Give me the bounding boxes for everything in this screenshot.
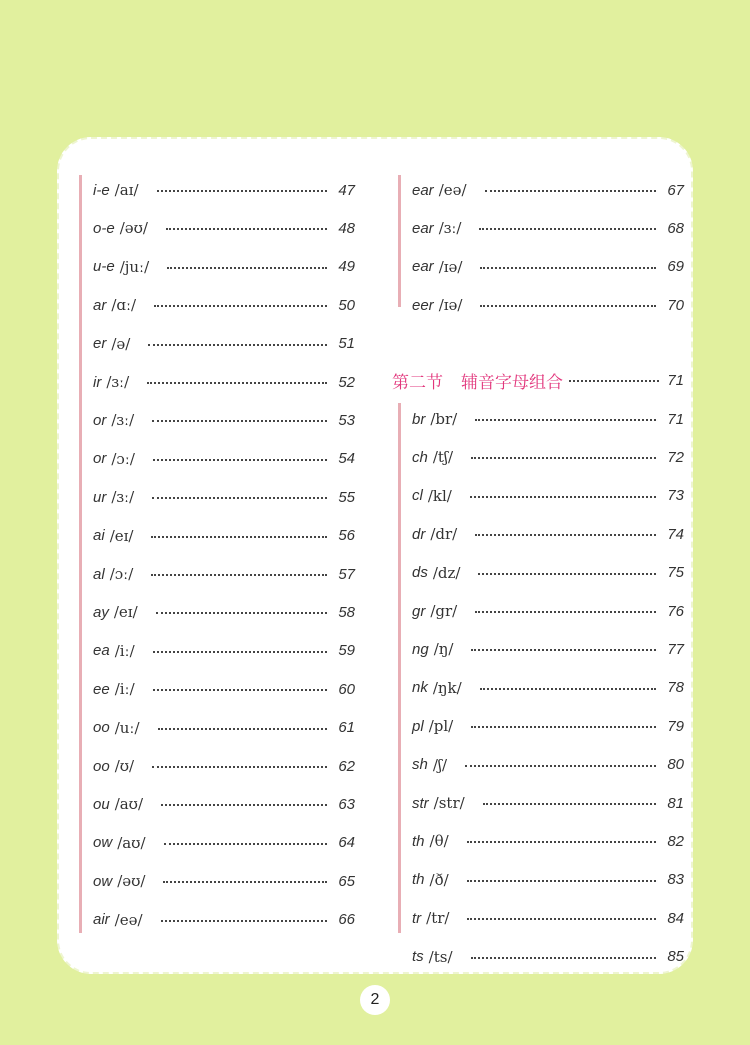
entry-page: 70 — [667, 296, 684, 314]
entry-phonetic: /dz/ — [432, 563, 461, 582]
entry-page: 74 — [667, 525, 684, 543]
toc-entry[interactable] — [412, 444, 684, 470]
toc-entry[interactable] — [93, 254, 355, 280]
leader-dots — [153, 651, 327, 653]
entry-letters: ur — [93, 488, 107, 506]
entry-phonetic: /str/ — [433, 794, 465, 812]
entry-page: 65 — [338, 872, 355, 890]
leader-dots — [153, 459, 327, 461]
entry-letters: u-e — [93, 258, 115, 276]
entry-letters: sh — [412, 756, 428, 774]
entry-letters: ng — [412, 640, 429, 658]
entry-phonetic: /eɪ/ — [113, 603, 138, 622]
leader-dots — [475, 611, 656, 613]
toc-entry[interactable] — [412, 790, 684, 816]
entry-phonetic: /juː/ — [119, 257, 150, 276]
leader-dots — [471, 649, 656, 651]
leader-dots — [152, 420, 327, 422]
entry-page: 60 — [338, 680, 355, 698]
entry-phonetic: /kl/ — [427, 486, 452, 505]
toc-entry[interactable] — [93, 907, 355, 933]
entry-page: 59 — [338, 642, 355, 660]
leader-dots — [151, 536, 327, 538]
entry-page: 67 — [667, 181, 684, 199]
toc-entry[interactable] — [93, 369, 355, 395]
entry-phonetic: /ts/ — [428, 947, 453, 966]
leader-dots — [471, 957, 656, 959]
toc-entry[interactable] — [412, 713, 684, 739]
entry-page: 56 — [338, 527, 355, 545]
entry-page: 50 — [338, 296, 355, 314]
entry-page: 72 — [667, 448, 684, 466]
leader-dots — [161, 920, 327, 922]
entry-page: 83 — [667, 871, 684, 889]
toc-entry[interactable] — [412, 521, 684, 547]
toc-entry[interactable] — [412, 867, 684, 893]
leader-dots — [158, 728, 327, 730]
leader-dots — [148, 344, 327, 346]
entry-page: 48 — [338, 219, 355, 237]
entry-letters: tr — [412, 909, 422, 927]
entry-page: 47 — [338, 181, 355, 199]
leader-dots — [154, 305, 327, 307]
entry-letters: pl — [412, 717, 424, 735]
entry-letters: ts — [412, 948, 424, 966]
entry-letters: air — [93, 911, 110, 929]
entry-letters: ar — [93, 296, 107, 314]
leader-dots — [485, 190, 656, 192]
leader-dots — [161, 804, 327, 806]
entry-letters: gr — [412, 602, 426, 620]
leader-dots — [470, 496, 656, 498]
contents-card — [57, 137, 693, 974]
section-title: 辅音字母组合 — [461, 372, 563, 393]
entry-phonetic: /ɑː/ — [111, 296, 137, 315]
entry-phonetic: /ɔː/ — [109, 565, 134, 583]
toc-entry[interactable] — [412, 406, 684, 432]
entry-page: 79 — [667, 717, 684, 735]
entry-phonetic: /dr/ — [430, 525, 458, 544]
leader-dots — [465, 765, 656, 767]
entry-letters: ai — [93, 527, 105, 545]
toc-entry[interactable] — [93, 715, 355, 741]
entry-letters: ch — [412, 448, 428, 466]
entry-page: 54 — [338, 450, 355, 468]
toc-entry[interactable] — [93, 599, 355, 625]
toc-entry[interactable] — [412, 254, 684, 280]
toc-entry[interactable] — [93, 868, 355, 894]
entry-phonetic: /ɜː/ — [438, 219, 462, 238]
right-column-rule-bottom — [398, 403, 401, 933]
entry-page: 55 — [338, 488, 355, 506]
entry-page: 85 — [667, 948, 684, 966]
entry-page: 82 — [667, 832, 684, 850]
entry-letters: th — [412, 871, 425, 889]
entry-letters: th — [412, 832, 425, 850]
entry-phonetic: /uː/ — [114, 718, 140, 737]
entry-letters: or — [93, 450, 107, 468]
leader-dots — [475, 534, 656, 536]
page-number: 2 — [360, 985, 390, 1015]
entry-phonetic: /br/ — [430, 410, 458, 428]
section-page: 71 — [667, 371, 684, 389]
leader-dots — [152, 766, 327, 768]
entry-phonetic: /ŋ/ — [433, 640, 454, 659]
entry-page: 81 — [667, 794, 684, 812]
entry-phonetic: /eə/ — [438, 181, 467, 199]
entry-page: 69 — [667, 258, 684, 276]
right-column-rule-top — [398, 175, 401, 307]
entry-phonetic: /ʃ/ — [432, 755, 448, 774]
entry-phonetic: /əʊ/ — [117, 872, 146, 891]
entry-page: 57 — [338, 565, 355, 583]
entry-phonetic: /iː/ — [114, 680, 135, 699]
left-column-rule — [79, 175, 82, 933]
entry-letters: al — [93, 565, 105, 583]
entry-page: 73 — [667, 487, 684, 505]
entry-page: 84 — [667, 909, 684, 927]
leader-dots — [478, 573, 656, 575]
entry-letters: ds — [412, 564, 428, 582]
entry-page: 68 — [667, 219, 684, 237]
leader-dots — [467, 918, 656, 920]
entry-letters: i-e — [93, 181, 110, 199]
entry-page: 58 — [338, 603, 355, 621]
entry-letters: ow — [93, 834, 113, 852]
entry-letters: ear — [412, 258, 434, 276]
entry-letters: or — [93, 411, 107, 429]
toc-entry[interactable] — [412, 675, 684, 701]
toc-entry[interactable] — [412, 560, 684, 586]
leader-dots — [480, 305, 656, 307]
toc-entry[interactable] — [412, 828, 684, 854]
entry-letters: ir — [93, 373, 102, 391]
entry-letters: nk — [412, 679, 428, 697]
leader-dots — [467, 880, 656, 882]
entry-phonetic: /ŋk/ — [432, 678, 462, 697]
entry-phonetic: /ɜː/ — [106, 373, 130, 391]
toc-entry[interactable] — [412, 905, 684, 931]
entry-letters: ear — [412, 181, 434, 199]
leader-dots — [153, 689, 327, 691]
toc-entry[interactable] — [93, 753, 355, 779]
entry-phonetic: /ð/ — [429, 870, 449, 889]
entry-phonetic: /ɜː/ — [111, 488, 135, 507]
entry-page: 62 — [338, 757, 355, 775]
toc-entry[interactable] — [412, 598, 684, 624]
entry-phonetic: /aɪ/ — [114, 181, 139, 199]
entry-page: 63 — [338, 795, 355, 813]
toc-entry[interactable] — [93, 523, 355, 549]
toc-entry[interactable] — [412, 483, 684, 509]
leader-dots — [163, 881, 327, 883]
leader-dots — [480, 688, 656, 690]
leader-dots — [569, 380, 659, 382]
entry-page: 77 — [667, 640, 684, 658]
leader-dots — [471, 726, 656, 728]
entry-letters: ow — [93, 872, 113, 890]
leader-dots — [157, 190, 327, 192]
entry-page: 52 — [338, 373, 355, 391]
toc-entry[interactable] — [93, 292, 355, 318]
entry-page: 78 — [667, 679, 684, 697]
toc-entry[interactable] — [93, 331, 355, 357]
toc-entry[interactable] — [93, 561, 355, 587]
entry-letters: ee — [93, 680, 110, 698]
entry-phonetic: /gr/ — [430, 602, 458, 620]
entry-phonetic: /ɔː/ — [111, 449, 135, 468]
entry-phonetic: /ɪə/ — [438, 257, 463, 276]
entry-letters: oo — [93, 719, 110, 737]
leader-dots — [167, 267, 327, 269]
leader-dots — [471, 457, 656, 459]
entry-page: 66 — [338, 911, 355, 929]
leader-dots — [479, 228, 656, 230]
toc-entry[interactable] — [93, 791, 355, 817]
entry-page: 51 — [338, 335, 355, 353]
entry-letters: ay — [93, 603, 109, 621]
toc-entry[interactable] — [412, 636, 684, 662]
toc-entry[interactable] — [93, 830, 355, 856]
entry-letters: str — [412, 794, 429, 812]
entry-letters: br — [412, 410, 426, 428]
toc-entry[interactable] — [412, 944, 684, 970]
entry-phonetic: /ʊ/ — [114, 757, 135, 775]
entry-phonetic: /ə/ — [111, 334, 131, 353]
entry-page: 71 — [667, 410, 684, 428]
entry-phonetic: /eə/ — [114, 910, 143, 929]
leader-dots — [475, 419, 656, 421]
entry-letters: ear — [412, 219, 434, 237]
toc-entry[interactable] — [412, 752, 684, 778]
section-number: 第二节 — [392, 372, 443, 393]
entry-phonetic: /aʊ/ — [117, 833, 146, 852]
entry-page: 80 — [667, 756, 684, 774]
entry-letters: ea — [93, 642, 110, 660]
entry-page: 53 — [338, 411, 355, 429]
entry-page: 49 — [338, 258, 355, 276]
entry-letters: oo — [93, 757, 110, 775]
toc-entry[interactable] — [412, 292, 684, 318]
entry-letters: eer — [412, 296, 434, 314]
leader-dots — [156, 612, 327, 614]
toc-entry[interactable] — [93, 177, 355, 203]
entry-phonetic: /θ/ — [429, 832, 449, 851]
leader-dots — [166, 228, 327, 230]
toc-entry[interactable] — [412, 177, 684, 203]
entry-phonetic: /eɪ/ — [109, 526, 134, 545]
toc-entry[interactable] — [412, 215, 684, 241]
leader-dots — [152, 497, 327, 499]
entry-page: 76 — [667, 602, 684, 620]
leader-dots — [467, 841, 656, 843]
section-heading[interactable] — [392, 367, 684, 393]
entry-phonetic: /tʃ/ — [432, 448, 454, 467]
entry-letters: o-e — [93, 219, 115, 237]
entry-page: 61 — [338, 719, 355, 737]
leader-dots — [483, 803, 656, 805]
entry-page: 75 — [667, 564, 684, 582]
entry-phonetic: /pl/ — [428, 717, 454, 736]
toc-entry[interactable] — [93, 638, 355, 664]
leader-dots — [151, 574, 327, 576]
toc-entry[interactable] — [93, 446, 355, 472]
toc-entry[interactable] — [93, 484, 355, 510]
toc-entry[interactable] — [93, 407, 355, 433]
entry-phonetic: /tr/ — [426, 909, 450, 928]
toc-entry[interactable] — [93, 215, 355, 241]
entry-phonetic: /aʊ/ — [114, 795, 144, 814]
entry-phonetic: /əʊ/ — [119, 219, 148, 238]
entry-phonetic: /ɜː/ — [111, 411, 135, 430]
entry-page: 64 — [338, 834, 355, 852]
entry-phonetic: /iː/ — [114, 641, 135, 660]
toc-entry[interactable] — [93, 676, 355, 702]
entry-letters: cl — [412, 487, 423, 505]
leader-dots — [147, 382, 327, 384]
leader-dots — [480, 267, 656, 269]
leader-dots — [164, 843, 327, 845]
entry-letters: dr — [412, 525, 426, 543]
entry-letters: er — [93, 335, 107, 353]
entry-phonetic: /ɪə/ — [438, 296, 463, 315]
entry-letters: ou — [93, 795, 110, 813]
